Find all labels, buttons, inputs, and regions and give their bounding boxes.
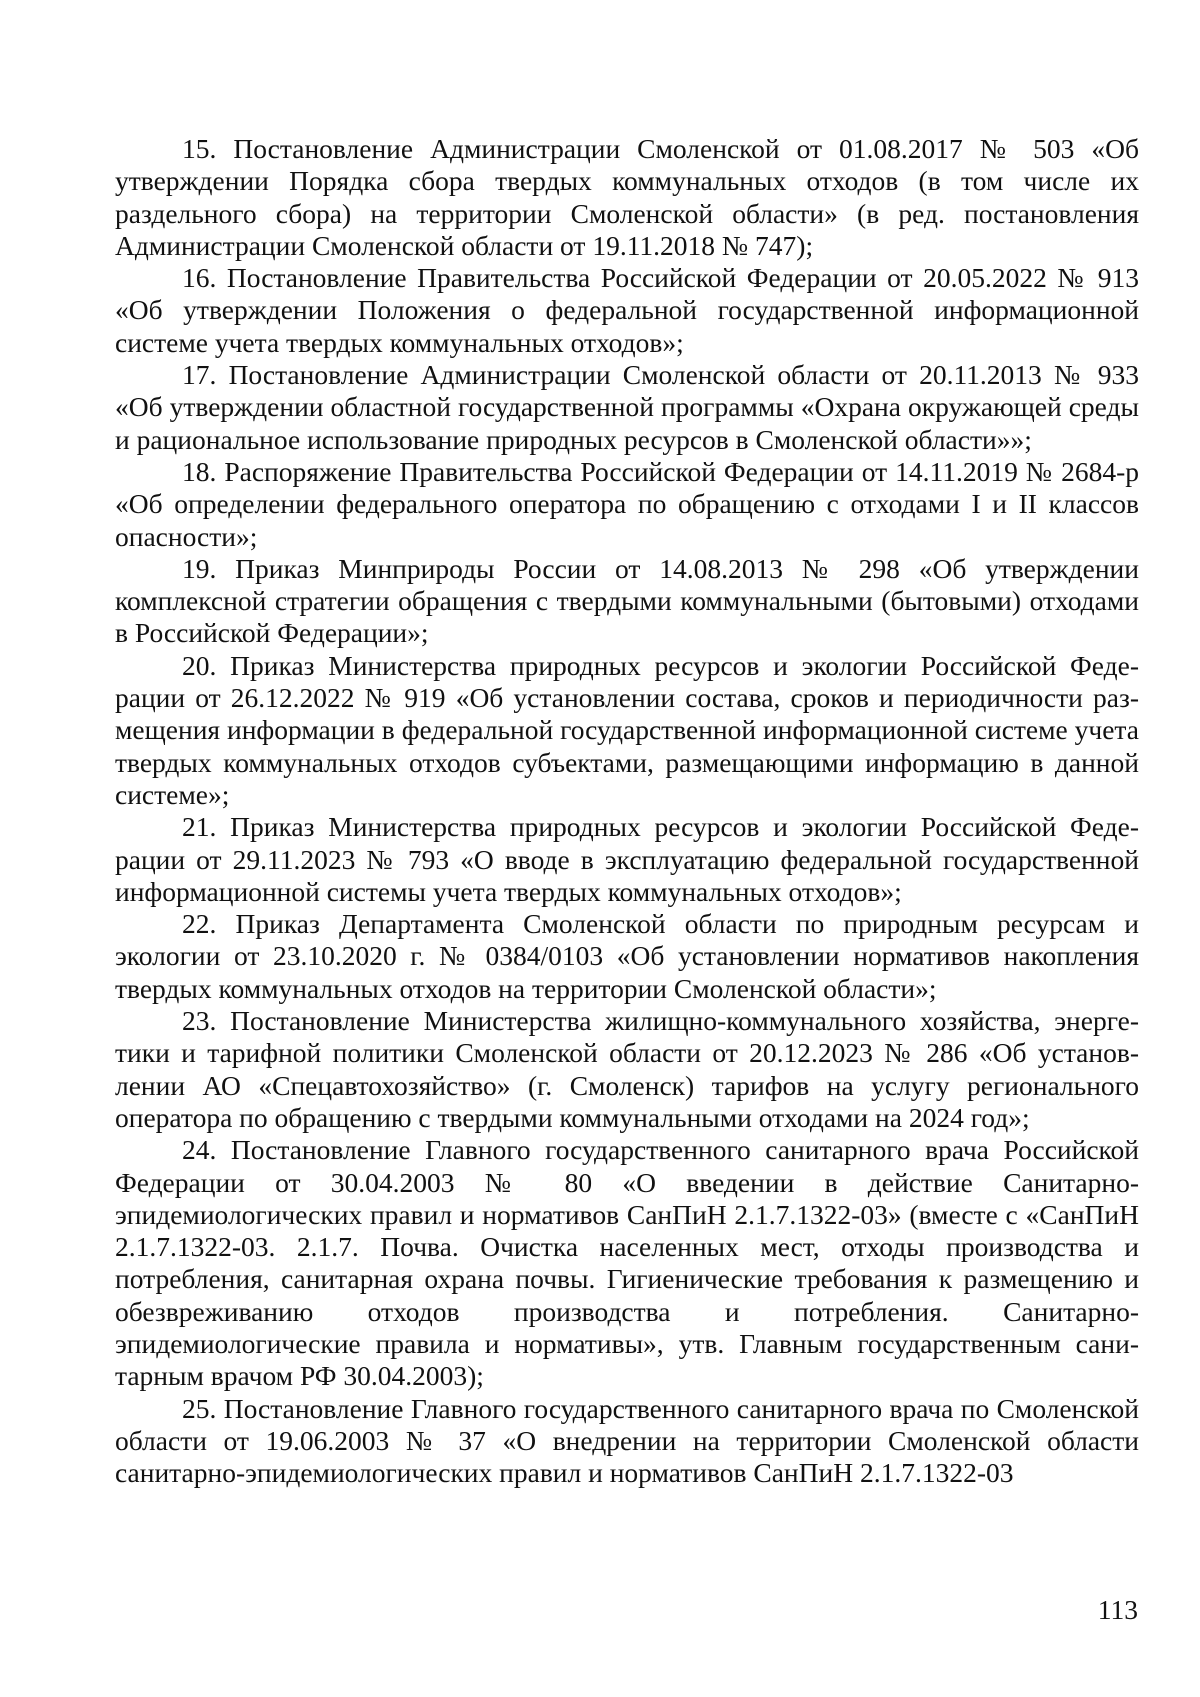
paragraph-23: 23. Постановление Министерства жилищно-коммунального хозяйства, энергетики и тарифной политики Смоленской области от 20.12.2023 № 286 «Об установлении АО «Спецавтохозяйство» (г. Смоленск) тарифов на услугу регионального оператора по обращению с твердыми коммунальными отходами на 2024 год»;: [115, 1005, 1139, 1133]
paragraph-25: 25. Постановление Главного государственного санитарного врача по Смоленской области от 19.06.2003 № 37 «О внедрении на территории Смоленской области санитарно-эпидемиологических правил и нормативов СанПиН 2.1.7.1322-03: [115, 1392, 1139, 1489]
paragraph-19: 19. Приказ Минприроды России от 14.08.2013 № 298 «Об утверждении комплексной стратегии обращения с твердыми коммунальными (бытовыми) отходами в Российской Федерации»;: [115, 552, 1139, 649]
paragraph-21: 21. Приказ Министерства природных ресурсов и экологии Российской Федерации от 29.11.2023 № 793 «О вводе в эксплуатацию федеральной государственной информационной системы учета твердых коммунальных отходов»;: [115, 811, 1139, 907]
page-number: 113: [1097, 1594, 1138, 1625]
document-body: [115, 133, 1139, 1489]
paragraph-17: 17. Постановление Администрации Смоленской области от 20.11.2013 № 933 «Об утверждении областной государственной программы «Охрана окружающей среды и рациональное использование природных ресурсов в Смоленской области»»;: [115, 359, 1139, 455]
paragraph-18: 18. Распоряжение Правительства Российской Федерации от 14.11.2019 № 2684-р «Об определении федерального оператора по обращению с отходами I и II классов опасности»;: [115, 455, 1139, 552]
paragraph-24: 24. Постановление Главного государственного санитарного врача Российской Федерации от 30.04.2003 № 80 «О введении в действие Санитарно-эпидемиологических правил и нормативов СанПиН 2.1.7.1322-03» (вместе с «СанПиН 2.1.7.1322-03. 2.1.7. Почва. Очистка населенных мест, отходы производства и потребления, санитарная охрана почвы. Гигиенические требования к размещению и обезвреживанию отходов производства и потребления. Санитарно-эпидемиологические правила и нормативы», утв. Главным государственным санитарным врачом РФ 30.04.2003);: [115, 1134, 1139, 1392]
paragraph-22: 22. Приказ Департамента Смоленской области по природным ресурсам и экологии от 23.10.2020 г. № 0384/0103 «Об установлении нормативов накопления твердых коммунальных отходов на территории Смоленской области»;: [115, 908, 1139, 1004]
paragraph-15: 15. Постановление Администрации Смоленской от 01.08.2017 № 503 «Об утверждении Порядка сбора твердых коммунальных отходов (в том числе их раздельного сбора) на территории Смоленской области» (в ред. постановления Администрации Смоленской области от 19.11.2018 № 747);: [115, 133, 1139, 261]
paragraph-16: 16. Постановление Правительства Российской Федерации от 20.05.2022 № 913 «Об утверждении Положения о федеральной государственной информационной системе учета твердых коммунальных отходов»;: [115, 262, 1139, 358]
paragraph-20: 20. Приказ Министерства природных ресурсов и экологии Российской Федерации от 26.12.2022 № 919 «Об установлении состава, сроков и периодичности размещения информации в федеральной государственной информационной системе учета твердых коммунальных отходов субъектами, размещающими информацию в данной системе»;: [115, 649, 1139, 810]
